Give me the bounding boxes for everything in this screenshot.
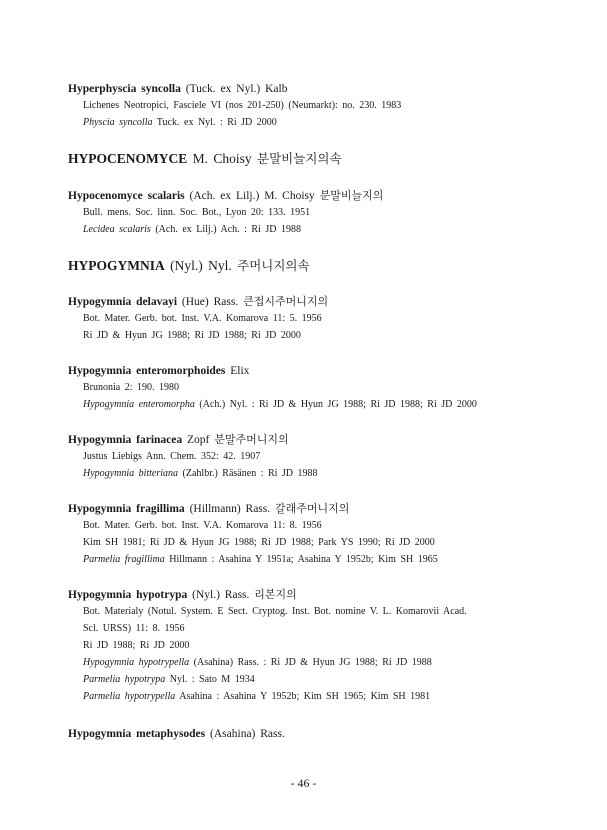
species-heading (68, 501, 587, 517)
species-author: (Asahina) Rass. (210, 728, 285, 740)
genus-heading (68, 150, 342, 168)
synonym-name: Hypogymnia hypotrypella (83, 657, 190, 668)
species-name: Hypogymnia farinacea (68, 434, 183, 446)
page-number: - 46 - (290, 776, 317, 790)
species-heading (68, 432, 587, 448)
synonym-name: Hypogymnia bitteriana (83, 468, 179, 479)
synonym-name: Parmelia fragillima (83, 554, 165, 565)
citation-line: Ri JD & Hyun JG 1988; Ri JD 1988; Ri JD 2000 (83, 330, 301, 341)
citation-line: Lichenes Neotropici, Fasciele VI (nos 201-250) (Neumarkt): no. 230. 1983 (83, 100, 402, 111)
synonym-name: Parmelia hypotrypella (83, 691, 176, 702)
species-name: Hypogymnia delavayi (68, 296, 178, 308)
species-name: Hypogymnia metaphysodes (68, 728, 206, 740)
synonym-line: Parmelia hypotrypella Asahina : Asahina Y 1952b; Kim SH 1965; Kim SH 1981 (83, 691, 431, 702)
species-author: (Nyl.) Rass. (192, 589, 250, 601)
genus-author: (Nyl.) Nyl. (170, 258, 232, 273)
species-korean-name: 분말주머니지의 (214, 433, 289, 446)
synonym-line: Hypogymnia bitteriana (Zahlbr.) Räsänen : Ri JD 1988 (83, 468, 318, 479)
synonym-line: Hypogymnia hypotrypella (Asahina) Rass. : Ri JD & Hyun JG 1988; Ri JD 1988 (83, 657, 432, 668)
species-korean-name: 큰접시주머니지의 (243, 295, 329, 308)
synonym-name: Physcia syncolla (83, 117, 153, 128)
species-heading (68, 587, 587, 603)
citation-line: Kim SH 1981; Ri JD & Hyun JG 1988; Ri JD 1988; Park YS 1990; Ri JD 2000 (83, 537, 435, 548)
species-heading (68, 81, 587, 97)
citation-line: Bot. Mater. Gerb. bot. Inst. V.A. Komarova 11: 8. 1956 (83, 520, 322, 531)
genus-korean-name: 분말비늘지의속 (257, 151, 342, 166)
species-name: Hypocenomyce scalaris (68, 190, 185, 202)
species-heading (68, 294, 587, 310)
species-heading (68, 363, 587, 379)
synonym-line: Physcia syncolla Tuck. ex Nyl. : Ri JD 2000 (83, 117, 277, 128)
citation-line: Bot. Materialy (Notul. System. E Sect. Cryptog. Inst. Bot. nomine V. L. Komarovii Acad. (83, 606, 467, 617)
species-entry (68, 81, 587, 131)
species-entry (68, 726, 587, 742)
genus-heading (68, 257, 310, 275)
species-name: Hypogymnia hypotrypa (68, 589, 188, 601)
species-korean-name: 분말비늘지의 (319, 189, 384, 202)
synonym-line: Hypogymnia enteromorpha (Ach.) Nyl. : Ri JD & Hyun JG 1988; Ri JD 1988; Ri JD 2000 (83, 399, 477, 410)
synonym-name: Hypogymnia enteromorpha (83, 399, 195, 410)
species-entry (68, 501, 587, 568)
species-name: Hyperphyscia syncolla (68, 83, 181, 95)
synonym-line: Parmelia hypotrypa Nyl. : Sato M 1934 (83, 674, 255, 685)
species-author: (Hillmann) Rass. (189, 503, 271, 515)
species-name: Hypogymnia enteromorphoides (68, 365, 226, 377)
species-author: (Hue) Rass. (181, 296, 239, 308)
genus-author: M. Choisy (192, 151, 252, 166)
species-heading (68, 726, 587, 742)
citation-line: Scl. URSS) 11: 8. 1956 (83, 623, 185, 634)
genus-name: HYPOCENOMYCE (68, 151, 188, 166)
citation-line: Bull. mens. Soc. linn. Soc. Bot., Lyon 20: 133. 1951 (83, 207, 311, 218)
synonym-name: Lecidea scalaris (83, 224, 151, 235)
species-entry (68, 432, 587, 482)
citation-line: Bot. Mater. Gerb. bot. Inst. V.A. Komarova 11: 5. 1956 (83, 313, 322, 324)
species-entry (68, 363, 587, 413)
synonym-name: Parmelia hypotrypa (83, 674, 166, 685)
species-author: Zopf (187, 434, 210, 446)
species-korean-name: 갈래주머니지의 (275, 502, 350, 515)
genus-korean-name: 주머니지의속 (237, 258, 310, 273)
species-heading (68, 188, 587, 204)
species-entry (68, 587, 587, 705)
species-author: (Ach. ex Lilj.) M. Choisy (189, 190, 315, 202)
species-korean-name: 리본지의 (254, 588, 297, 601)
species-entry (68, 188, 587, 238)
synonym-line: Lecidea scalaris (Ach. ex Lilj.) Ach. : Ri JD 1988 (83, 224, 301, 235)
genus-name: HYPOGYMNIA (68, 258, 165, 273)
species-entry (68, 294, 587, 344)
citation-line: Justus Liebigs Ann. Chem. 352: 42. 1907 (83, 451, 261, 462)
synonym-line: Parmelia fragillima Hillmann : Asahina Y 1951a; Asahina Y 1952b; Kim SH 1965 (83, 554, 438, 565)
citation-line: Ri JD 1988; Ri JD 2000 (83, 640, 190, 651)
species-name: Hypogymnia fragillima (68, 503, 185, 515)
species-author: (Tuck. ex Nyl.) Kalb (185, 83, 288, 95)
citation-line: Brunonia 2: 190. 1980 (83, 382, 179, 393)
species-author: Elix (230, 365, 250, 377)
